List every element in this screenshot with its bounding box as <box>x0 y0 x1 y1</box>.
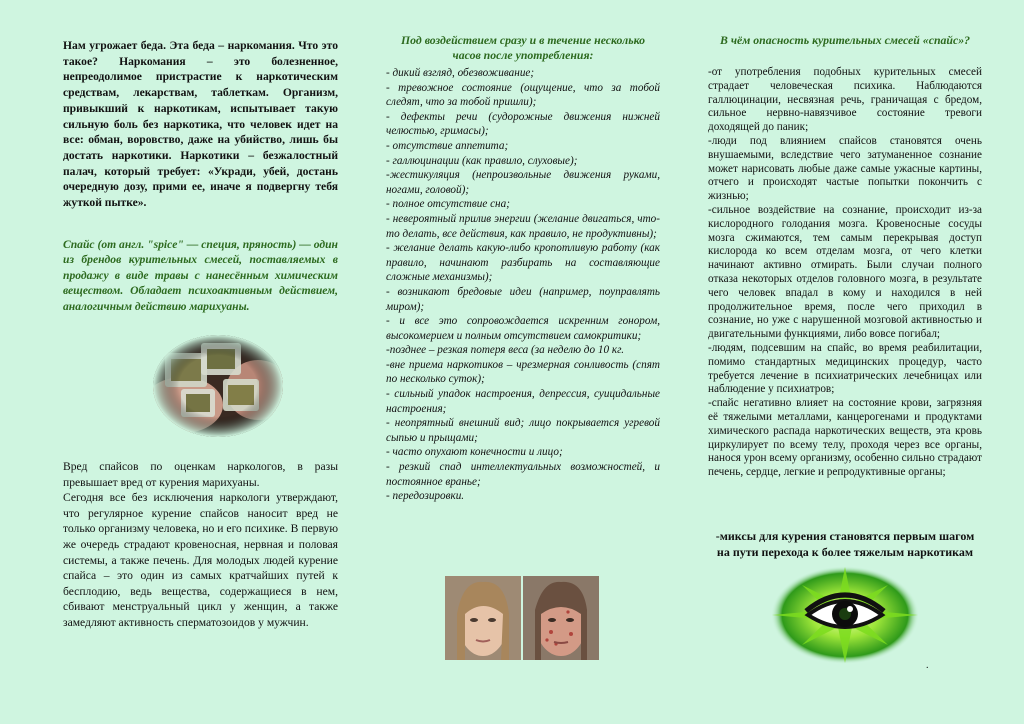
harm-paragraph-2: Сегодня все без исключения наркологи утверждают, что регулярное курение спайсов наносит вред не только организму человека, но и его психике. В первую же очередь страдают кровеносная, нервная и половая системы, а также печень. Для молодых людей курение спайса – это один из самых кратчайших путей к бесплодию, ведь вещества, содержащиеся в нем, сбивают менструальный цикл у женщин, а также замедляют активность сперматозоидов у мужчин. <box>63 491 338 629</box>
list-item: - неопрятный внешний вид; лицо покрывается угревой сыпью и прыщами; <box>386 417 660 444</box>
list-item: - возникают бредовые идеи (например, поуправлять миром); <box>386 285 660 313</box>
list-item: -спайс негативно влияет на состояние крови, загрязняя её тяжелыми металлами, канцерогенами и продуктами химического распада наркотических веществ, эта кровь циркулирует по всему телу, проходя через все органы, нанося урон всему организму, особенно сильно страдают печень, сердце, легкие и репродуктивные органы; <box>708 397 982 479</box>
list-item: -сильное воздействие на сознание, происходит из-за кислородного голодания мозга. Кровеносные сосуды мозга сжимаются, тем самым перекрывая доступ кислорода ко всем отделам мозга, от чего клетки начинают активно отмирать. Были случаи полного отказа некоторых отделов головного мозга, в результате чего человек впадал в кому и находился в ней продолжительное время, после чего приходил в сознание, но уже с нарушенной мозговой активностью и двигательными функциями, либо вовсе погибал; <box>708 203 982 341</box>
green-eye-icon <box>770 565 920 665</box>
list-item: -вне приема наркотиков – чрезмерная сонливость (спят по несколько суток); <box>386 358 660 386</box>
list-item: -людям, подсевшим на спайс, во время реабилитации, помимо стандартных медицинских процедур, часто требуется лечение в психиатрических лечебницах или наблюдение у психиатров; <box>708 341 982 396</box>
faces-photo <box>443 574 601 662</box>
harm-text <box>63 459 338 631</box>
list-item: - желание делать какую-либо кропотливую работу (как правило, начинают разбирать на составляющие сложные механизмы); <box>386 242 660 284</box>
list-item: - сильный упадок настроения, депрессия, суицидальные настроения; <box>386 388 660 415</box>
list-item: - невероятный прилив энергии (желание двигаться, что-то делать, все действия, как правило, не продуктивны); <box>386 212 660 240</box>
conclusion-text: -миксы для курения становятся первым шагом на пути перехода к более тяжелым наркотикам <box>715 529 975 559</box>
footer-mark: . <box>926 660 929 671</box>
list-item: - часто опухают конечности и лицо; <box>386 446 563 459</box>
spice-definition: Спайс (от англ. "spice" — специя, пряность) — один из брендов курительных смесей, поставляемых в продажу в виде травы с нанесённым химическим веществом. Обладает психоактивным действием, аналогичным действию марихуаны. <box>63 238 338 313</box>
list-item: - дефекты речи (судорожные движения нижней челюстью, гримасы); <box>386 110 660 138</box>
list-item: -люди под влиянием спайсов становятся очень внушаемыми, вследствие чего затуманенное сознание может нарисовать любые даже самые ужасные картины, отчего и происходят частые попытки покончить с жизнью; <box>708 134 982 203</box>
list-item: - тревожное состояние (ощущение, что за тобой следят, что за тобой пришли); <box>386 81 660 109</box>
effects-list <box>386 66 660 504</box>
list-item: - полное отсутствие сна; <box>386 198 510 211</box>
list-item: - галлюцинации (как правило, слуховые); <box>386 154 578 167</box>
danger-list <box>708 66 982 480</box>
danger-heading: В чём опасность курительных смесей «спайс»? <box>720 33 970 47</box>
list-item: - отсутствие аппетита; <box>386 139 509 152</box>
list-item: -жестикуляция (непроизвольные движения руками, ногами, головой); <box>386 169 660 196</box>
list-item: - резкий спад интеллектуальных возможностей, и постоянное вранье; <box>386 461 660 488</box>
list-item: - передозировки. <box>386 490 465 503</box>
list-item: -позднее – резкая потеря веса (за неделю до 10 кг. <box>386 344 625 357</box>
list-item: - дикий взгляд, обезвоживание; <box>386 67 535 79</box>
harm-paragraph-1: Вред спайсов по оценкам наркологов, в разы превышает вред от курения марихуаны. <box>63 460 338 489</box>
list-item: -от употребления подобных курительных смесей страдает человеческая психика. Наблюдаются галлюцинации, несвязная речь, граничащая с бредом, сильное нервно-навязчивое состояние тревоги доходящей до паник; <box>708 66 982 134</box>
list-item: - и все это сопровождается искренним гонором, высокомерием и полным отсутствием самокритики; <box>386 315 660 342</box>
intro-paragraph: Нам угрожает беда. Эта беда – наркомания. Что это такое? Наркомания – это болезненное, непреодолимое пристрастие к наркотическим средствам, лекарствам, таблеткам. Организм, привыкший к наркотикам, испытывает такую сильную боль без наркотика, что человек идет на все: обман, воровство, даже на убийство, лишь бы достать наркотики. Наркотики – безжалостный палач, который требует: «Укради, убей, достань очередную дозу, прими ее, иначе я подвергну тебя жуткой пытке». <box>63 39 338 210</box>
drugs-photo <box>153 335 283 437</box>
effects-heading: Под воздействием сразу и в течение несколько часов после употребления: <box>400 33 646 62</box>
